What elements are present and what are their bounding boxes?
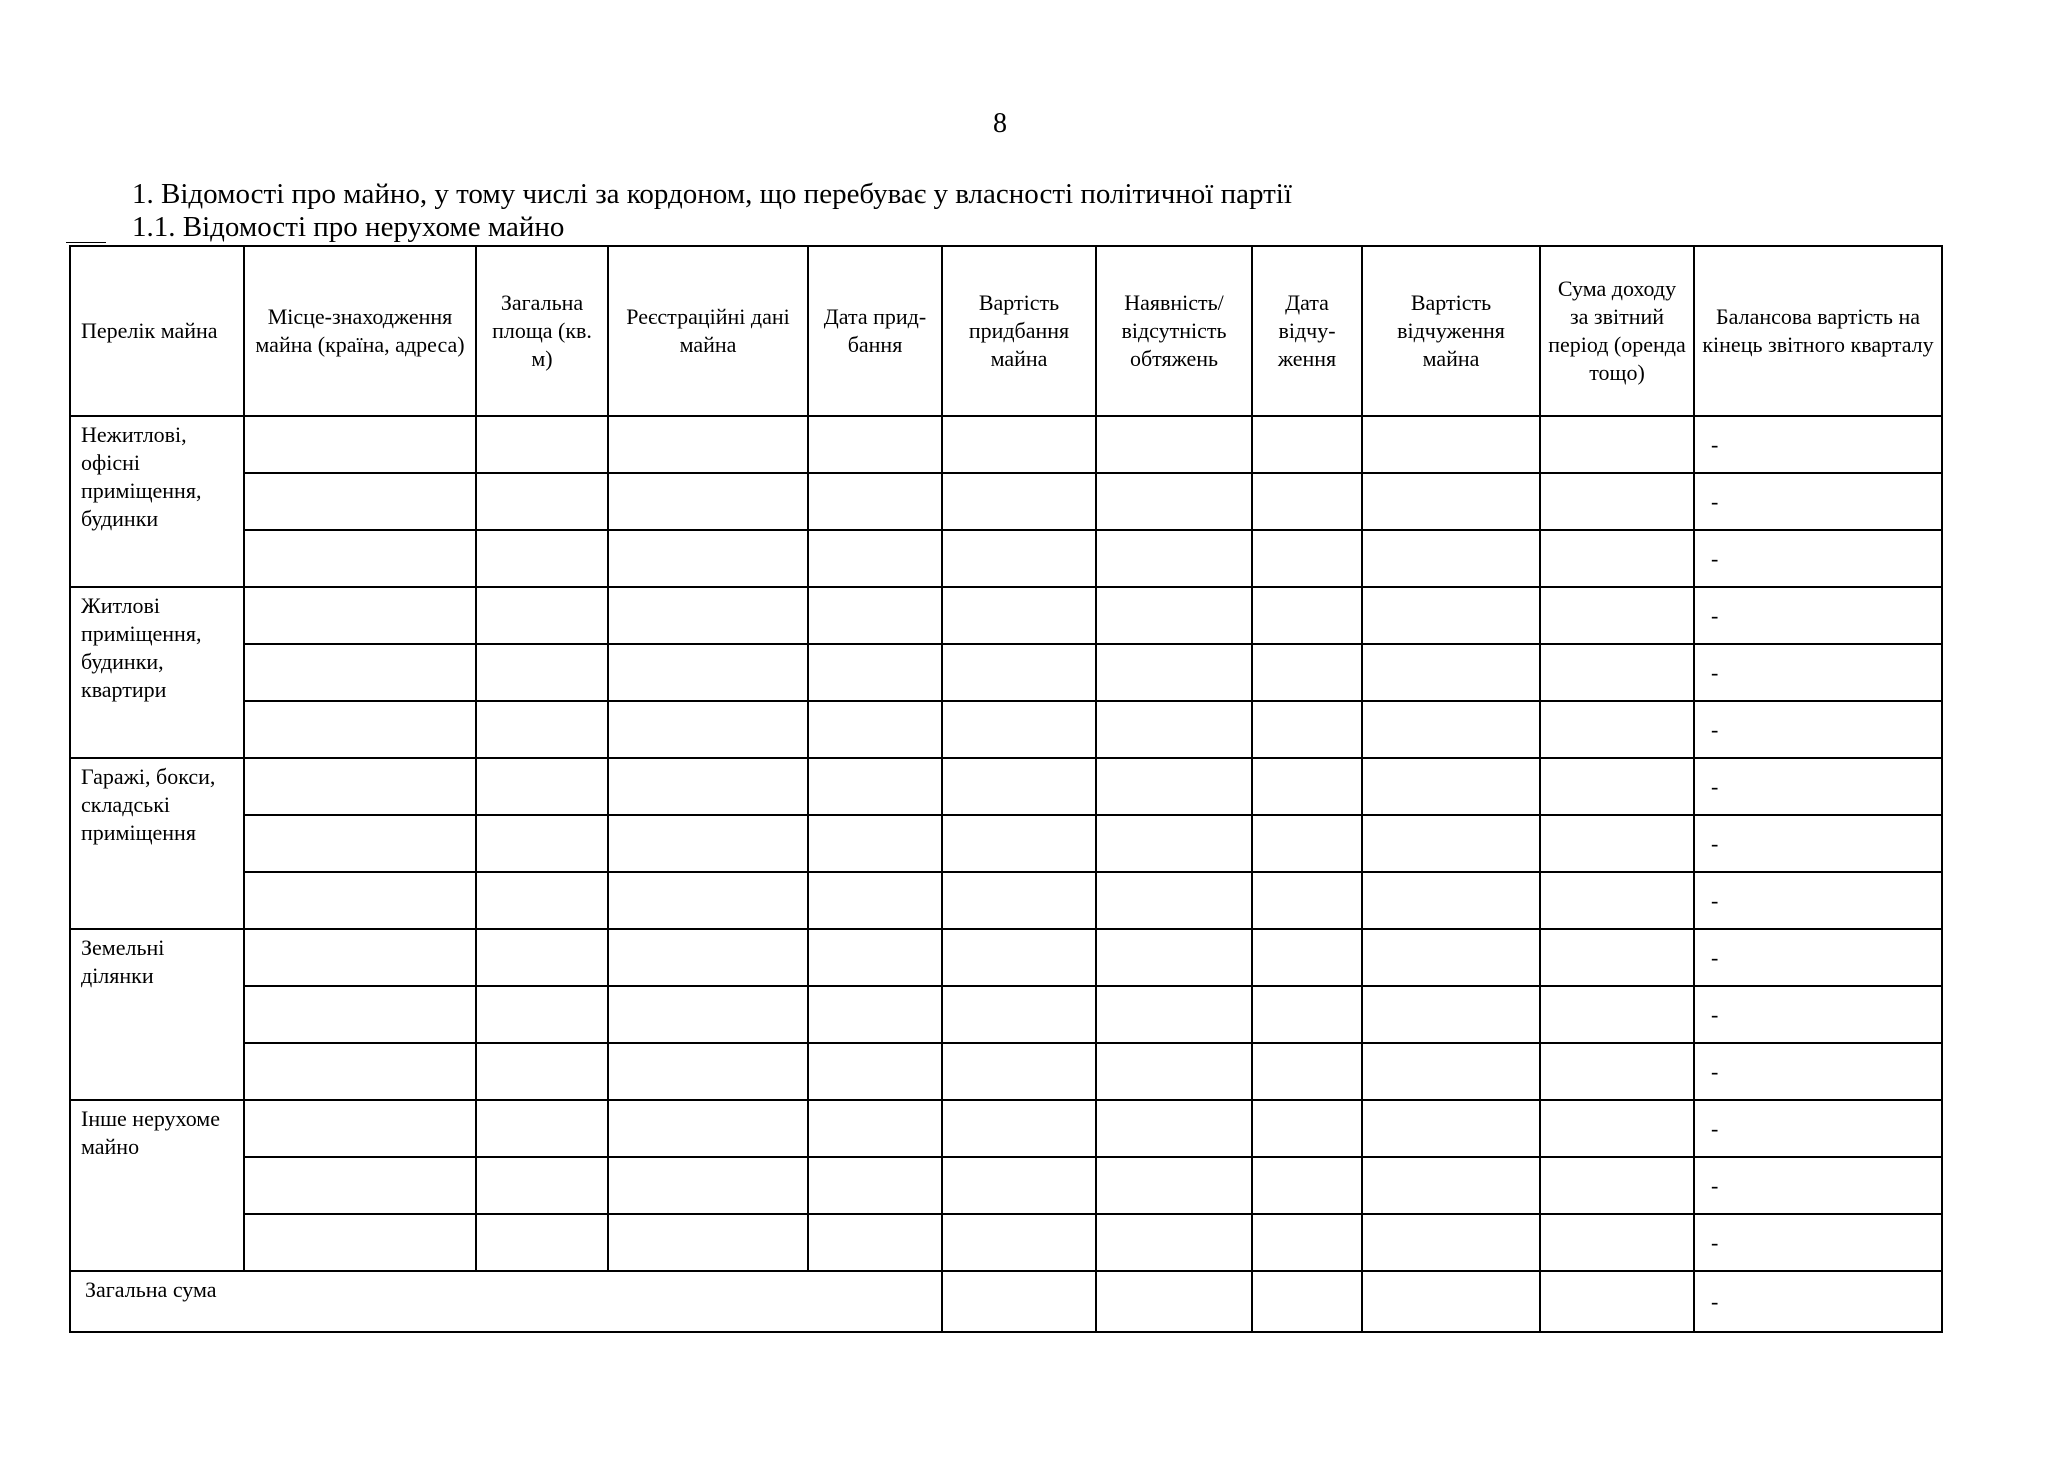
table-cell xyxy=(1540,758,1694,815)
header-cell: Дата прид-бання xyxy=(808,246,942,416)
table-cell xyxy=(476,587,608,644)
table-cell xyxy=(1540,872,1694,929)
page-number: 8 xyxy=(993,108,1007,139)
table-cell xyxy=(1362,872,1540,929)
balance-value: - xyxy=(1694,644,1942,701)
table-cell xyxy=(608,986,808,1043)
section-heading: 1. Відомості про майно, у тому числі за кордоном, що перебуває у власності політичної партії xyxy=(132,178,1292,210)
header-cell: Сума доходу за звітний період (оренда тощо) xyxy=(1540,246,1694,416)
table-cell xyxy=(244,530,476,587)
header-cell: Дата відчу-ження xyxy=(1252,246,1362,416)
table-row xyxy=(70,1214,1942,1271)
table-cell xyxy=(476,758,608,815)
balance-value: - xyxy=(1694,1100,1942,1157)
table-cell xyxy=(1252,473,1362,530)
table-row xyxy=(70,530,1942,587)
table-cell xyxy=(1540,416,1694,473)
table-cell xyxy=(1362,1214,1540,1271)
table-cell xyxy=(1252,872,1362,929)
table-cell xyxy=(608,530,808,587)
table-cell xyxy=(942,1100,1096,1157)
total-label: Загальна сума xyxy=(70,1271,942,1332)
balance-value: - xyxy=(1694,986,1942,1043)
table-cell xyxy=(808,1214,942,1271)
table-cell xyxy=(942,1214,1096,1271)
table-cell xyxy=(244,872,476,929)
table-cell xyxy=(244,587,476,644)
table-cell xyxy=(942,701,1096,758)
table-cell xyxy=(1252,701,1362,758)
subsection-heading xyxy=(132,211,564,244)
table-cell xyxy=(1540,929,1694,986)
table-cell xyxy=(808,587,942,644)
table-cell xyxy=(1096,1157,1252,1214)
table-cell xyxy=(244,758,476,815)
table-cell xyxy=(608,1157,808,1214)
table-cell xyxy=(1540,1157,1694,1214)
table-cell xyxy=(1362,644,1540,701)
table-cell xyxy=(244,644,476,701)
balance-value: - xyxy=(1694,758,1942,815)
table-cell xyxy=(1540,986,1694,1043)
table-cell xyxy=(1540,1100,1694,1157)
table-cell xyxy=(808,1043,942,1100)
table-cell xyxy=(476,644,608,701)
table-cell xyxy=(1252,644,1362,701)
table-cell xyxy=(1540,473,1694,530)
table-cell xyxy=(1362,1271,1540,1332)
real-estate-table xyxy=(69,245,1943,1333)
subsection-heading-text: 1.1. Відомості про нерухоме майно xyxy=(132,211,565,243)
table-cell xyxy=(244,1157,476,1214)
category-label: Гаражі, бокси, складські приміщення xyxy=(70,758,244,929)
table-row xyxy=(70,815,1942,872)
table-cell xyxy=(942,758,1096,815)
table-row xyxy=(70,872,1942,929)
table-cell xyxy=(1252,416,1362,473)
table-row xyxy=(70,929,1942,986)
table-row xyxy=(70,701,1942,758)
table-row xyxy=(70,644,1942,701)
table-cell xyxy=(1362,1043,1540,1100)
table-cell xyxy=(476,1043,608,1100)
table-cell xyxy=(608,758,808,815)
table-cell xyxy=(1540,1043,1694,1100)
table-cell xyxy=(1096,416,1252,473)
table-cell xyxy=(1096,644,1252,701)
table-cell xyxy=(808,473,942,530)
table-cell xyxy=(808,986,942,1043)
table-cell xyxy=(808,929,942,986)
table-cell xyxy=(1096,1100,1252,1157)
table-cell xyxy=(942,416,1096,473)
table-row xyxy=(70,1157,1942,1214)
table-cell xyxy=(244,986,476,1043)
header-cell: Вартість придбання майна xyxy=(942,246,1096,416)
table-cell xyxy=(1252,815,1362,872)
table-cell xyxy=(608,587,808,644)
table-cell xyxy=(808,1100,942,1157)
table-row xyxy=(70,473,1942,530)
table-row xyxy=(70,416,1942,473)
table-cell xyxy=(476,815,608,872)
table-cell xyxy=(1362,701,1540,758)
table-cell xyxy=(608,929,808,986)
table-cell xyxy=(1362,1157,1540,1214)
balance-value: - xyxy=(1694,701,1942,758)
table-cell xyxy=(1096,929,1252,986)
balance-value: - xyxy=(1694,587,1942,644)
table-cell xyxy=(244,1100,476,1157)
table-cell xyxy=(1096,701,1252,758)
table-cell xyxy=(942,530,1096,587)
header-row xyxy=(70,246,1942,416)
table-cell xyxy=(1362,416,1540,473)
table-cell xyxy=(1252,1157,1362,1214)
table-cell xyxy=(1096,530,1252,587)
table-cell xyxy=(1096,1214,1252,1271)
table-cell xyxy=(942,1271,1096,1332)
table-cell xyxy=(808,758,942,815)
table-cell xyxy=(1252,587,1362,644)
table-cell xyxy=(1362,1100,1540,1157)
header-cell: Балансова вартість на кінець звітного кварталу xyxy=(1694,246,1942,416)
table-cell xyxy=(1362,815,1540,872)
table-cell xyxy=(1252,1100,1362,1157)
header-cell: Перелік майна xyxy=(70,246,244,416)
table-cell xyxy=(244,473,476,530)
table-cell xyxy=(476,416,608,473)
table-cell xyxy=(1540,644,1694,701)
table-cell xyxy=(244,929,476,986)
table-cell xyxy=(942,1157,1096,1214)
table-cell xyxy=(808,701,942,758)
table-cell xyxy=(942,644,1096,701)
balance-value: - xyxy=(1694,473,1942,530)
table-cell xyxy=(1096,473,1252,530)
table-row xyxy=(70,1043,1942,1100)
table-cell xyxy=(476,473,608,530)
balance-value: - xyxy=(1694,1043,1942,1100)
balance-value: - xyxy=(1694,1214,1942,1271)
header-cell: Місце-знаходження майна (країна, адреса) xyxy=(244,246,476,416)
total-balance-value: - xyxy=(1694,1271,1942,1332)
table-cell xyxy=(1540,1271,1694,1332)
header-cell: Наявність/ відсутність обтяжень xyxy=(1096,246,1252,416)
table-cell xyxy=(244,416,476,473)
table-cell xyxy=(1096,587,1252,644)
table-cell xyxy=(942,929,1096,986)
table-cell xyxy=(476,929,608,986)
table-cell xyxy=(608,1100,808,1157)
table-row xyxy=(70,986,1942,1043)
table-cell xyxy=(608,1214,808,1271)
table-cell xyxy=(1252,986,1362,1043)
header-cell: Загальна площа (кв. м) xyxy=(476,246,608,416)
total-row xyxy=(70,1271,1942,1332)
table-cell xyxy=(1362,986,1540,1043)
table-cell xyxy=(1096,758,1252,815)
table-cell xyxy=(1362,473,1540,530)
table-cell xyxy=(1252,929,1362,986)
table-cell xyxy=(808,1157,942,1214)
table-cell xyxy=(1362,929,1540,986)
table-cell xyxy=(244,701,476,758)
balance-value: - xyxy=(1694,815,1942,872)
balance-value: - xyxy=(1694,929,1942,986)
table-cell xyxy=(942,473,1096,530)
table-cell xyxy=(1252,1214,1362,1271)
table-cell xyxy=(808,872,942,929)
table-cell xyxy=(942,986,1096,1043)
heading-underline xyxy=(66,242,106,243)
header-cell: Реєстраційні дані майна xyxy=(608,246,808,416)
table-cell xyxy=(942,1043,1096,1100)
table-cell xyxy=(808,644,942,701)
table-cell xyxy=(1252,530,1362,587)
balance-value: - xyxy=(1694,872,1942,929)
table-cell xyxy=(1540,701,1694,758)
table-row xyxy=(70,758,1942,815)
table-cell xyxy=(942,872,1096,929)
table-cell xyxy=(608,416,808,473)
table-cell xyxy=(476,701,608,758)
table-cell xyxy=(608,815,808,872)
table-cell xyxy=(1540,815,1694,872)
table-cell xyxy=(1096,1271,1252,1332)
table-row xyxy=(70,1100,1942,1157)
table-cell xyxy=(608,473,808,530)
table-cell xyxy=(1362,530,1540,587)
table-cell xyxy=(1540,587,1694,644)
table-cell xyxy=(942,815,1096,872)
table-cell xyxy=(476,1214,608,1271)
category-label: Нежитлові, офісні приміщення, будинки xyxy=(70,416,244,587)
table-cell xyxy=(1362,758,1540,815)
table-cell xyxy=(476,872,608,929)
category-label: Інше нерухоме майно xyxy=(70,1100,244,1271)
table-cell xyxy=(1096,872,1252,929)
table-cell xyxy=(1252,1271,1362,1332)
table-cell xyxy=(1540,530,1694,587)
table-cell xyxy=(808,815,942,872)
table-cell xyxy=(1096,1043,1252,1100)
table-cell xyxy=(1540,1214,1694,1271)
table-cell xyxy=(608,872,808,929)
header-cell: Вартість відчуження майна xyxy=(1362,246,1540,416)
table-cell xyxy=(808,416,942,473)
table-cell xyxy=(244,1043,476,1100)
table-cell xyxy=(476,530,608,587)
table-cell xyxy=(608,701,808,758)
table-cell xyxy=(1252,758,1362,815)
category-label: Земельні ділянки xyxy=(70,929,244,1100)
table-cell xyxy=(1362,587,1540,644)
table-cell xyxy=(1252,1043,1362,1100)
table-cell xyxy=(476,1100,608,1157)
balance-value: - xyxy=(1694,416,1942,473)
table-cell xyxy=(244,815,476,872)
table-row xyxy=(70,587,1942,644)
table-cell xyxy=(608,644,808,701)
table-cell xyxy=(608,1043,808,1100)
category-label: Житлові приміщення, будинки, квартири xyxy=(70,587,244,758)
table-cell xyxy=(244,1214,476,1271)
table-cell xyxy=(1096,815,1252,872)
table-cell xyxy=(476,1157,608,1214)
balance-value: - xyxy=(1694,530,1942,587)
balance-value: - xyxy=(1694,1157,1942,1214)
table-cell xyxy=(942,587,1096,644)
table-cell xyxy=(808,530,942,587)
table-cell xyxy=(1096,986,1252,1043)
table-cell xyxy=(476,986,608,1043)
